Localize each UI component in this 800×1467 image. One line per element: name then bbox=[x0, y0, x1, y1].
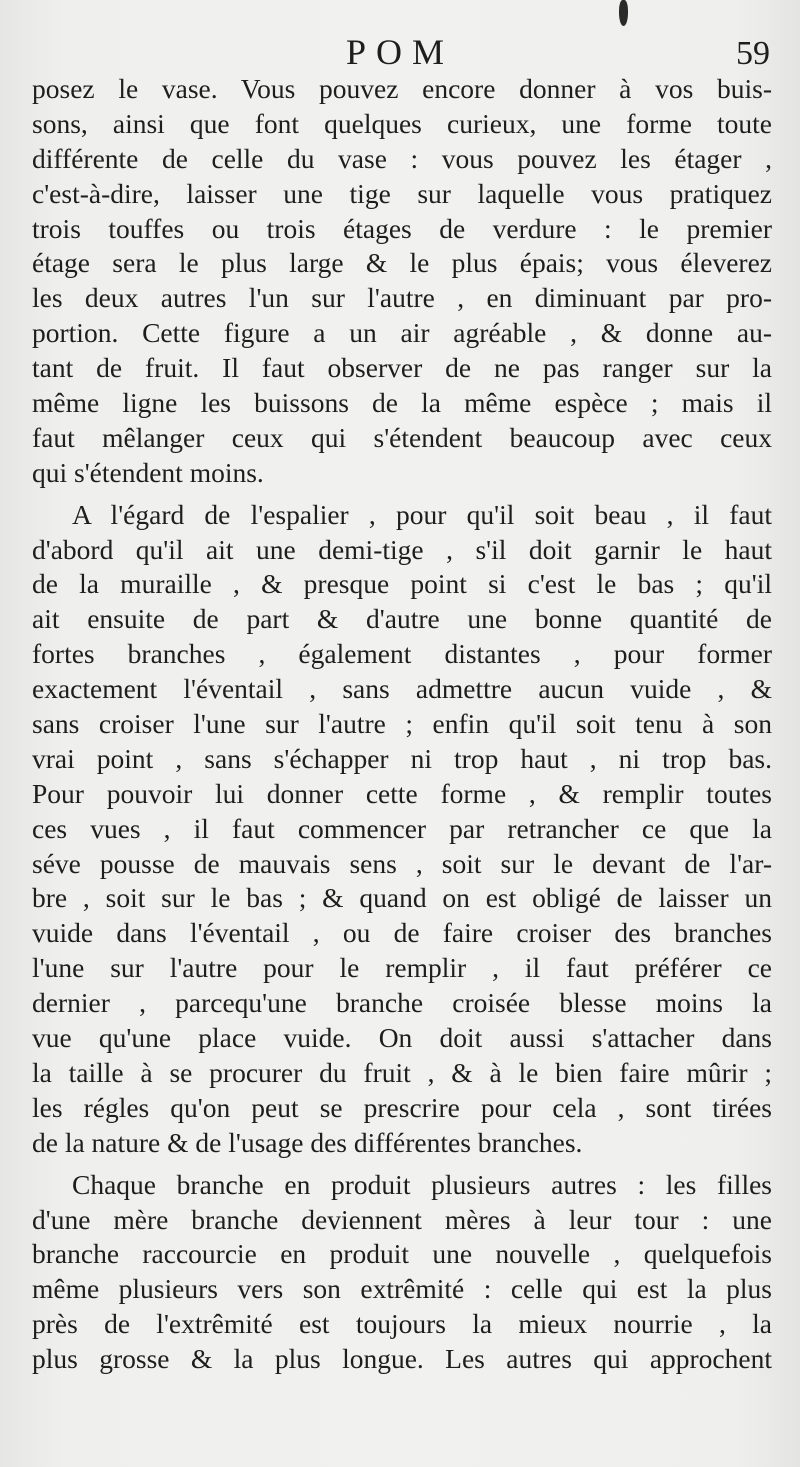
text-line: d'abord qu'il ait une demi-tige , s'il doit garnir le haut bbox=[32, 533, 772, 565]
text-line: ait ensuite de part & d'autre une bonne quantité de bbox=[32, 603, 772, 635]
text-line: même ligne les buissons de la même espèce ; mais il bbox=[32, 387, 772, 419]
paragraph-gap bbox=[32, 491, 772, 498]
text-line: les régles qu'on peut se prescrire pour cela , sont tirées bbox=[32, 1091, 772, 1123]
text-line: de la nature & de l'usage des différentes branches. bbox=[32, 1126, 583, 1158]
text-line: étage sera le plus large & le plus épais; vous éleverez bbox=[32, 247, 772, 279]
text-line: trois touffes ou trois étages de verdure : le premier bbox=[32, 212, 772, 244]
text-line: bre , soit sur le bas ; & quand on est obligé de laisser un bbox=[32, 882, 772, 914]
paragraph-gap bbox=[32, 1161, 772, 1168]
paragraph-1 bbox=[32, 72, 772, 491]
text-line: vuide dans l'éventail , ou de faire croiser des branches bbox=[32, 917, 772, 949]
text-line: même plusieurs vers son extrêmité : celle qui est la plus bbox=[32, 1273, 772, 1305]
text-line: d'une mère branche deviennent mères à leur tour : une bbox=[32, 1203, 772, 1235]
text-line: A l'égard de l'espalier , pour qu'il soit beau , il faut bbox=[72, 498, 772, 530]
text-line: dernier , parcequ'une branche croisée blesse moins la bbox=[32, 987, 772, 1019]
ink-blot bbox=[619, 0, 628, 26]
text-line: sons, ainsi que font quelques curieux, une forme toute bbox=[32, 107, 772, 139]
page-number: 59 bbox=[736, 35, 770, 72]
text-line: ces vues , il faut commencer par retrancher ce que la bbox=[32, 812, 772, 844]
text-line: posez le vase. Vous pouvez encore donner à vos buis- bbox=[32, 73, 772, 104]
text-line: la taille à se procurer du fruit , & à le bien faire mûrir ; bbox=[32, 1056, 772, 1088]
text-line: vrai point , sans s'échapper ni trop haut , ni trop bas. bbox=[32, 742, 772, 774]
text-body bbox=[32, 72, 772, 1377]
text-line: c'est-à-dire, laisser une tige sur laquelle vous pratiquez bbox=[32, 177, 772, 209]
text-line: Pour pouvoir lui donner cette forme , & remplir toutes bbox=[32, 777, 772, 809]
text-line: sans croiser l'une sur l'autre ; enfin qu'il soit tenu à son bbox=[32, 708, 772, 740]
text-line: fortes branches , également distantes , pour former bbox=[32, 638, 772, 670]
running-head bbox=[0, 30, 800, 74]
text-line: tant de fruit. Il faut observer de ne pas ranger sur la bbox=[32, 352, 772, 384]
text-line: de la muraille , & presque point si c'est le bas ; qu'il bbox=[32, 568, 772, 600]
text-line: plus grosse & la plus longue. Les autres qui approchent bbox=[32, 1343, 772, 1375]
text-line: exactement l'éventail , sans admettre aucun vuide , & bbox=[32, 673, 772, 705]
text-line: Chaque branche en produit plusieurs autres : les filles bbox=[72, 1168, 772, 1200]
text-line: l'une sur l'autre pour le remplir , il faut préférer ce bbox=[32, 952, 772, 984]
text-line: séve pousse de mauvais sens , soit sur le devant de l'ar- bbox=[32, 847, 772, 879]
text-line: qui s'étendent moins. bbox=[32, 456, 264, 488]
text-line: différente de celle du vase : vous pouvez les étager , bbox=[32, 142, 772, 174]
text-line: vue qu'une place vuide. On doit aussi s'attacher dans bbox=[32, 1022, 772, 1054]
text-line: les deux autres l'un sur l'autre , en diminuant par pro- bbox=[32, 282, 772, 314]
text-line: branche raccourcie en produit une nouvelle , quelquefois bbox=[32, 1238, 772, 1270]
text-line: près de l'extrêmité est toujours la mieux nourrie , la bbox=[32, 1308, 772, 1340]
paragraph-2 bbox=[32, 498, 772, 1161]
text-line: portion. Cette figure a un air agréable , & donne au- bbox=[32, 317, 772, 349]
running-head-title: POM bbox=[345, 32, 455, 72]
paragraph-3 bbox=[32, 1168, 772, 1377]
text-line: faut mêlanger ceux qui s'étendent beaucoup avec ceux bbox=[32, 421, 772, 453]
